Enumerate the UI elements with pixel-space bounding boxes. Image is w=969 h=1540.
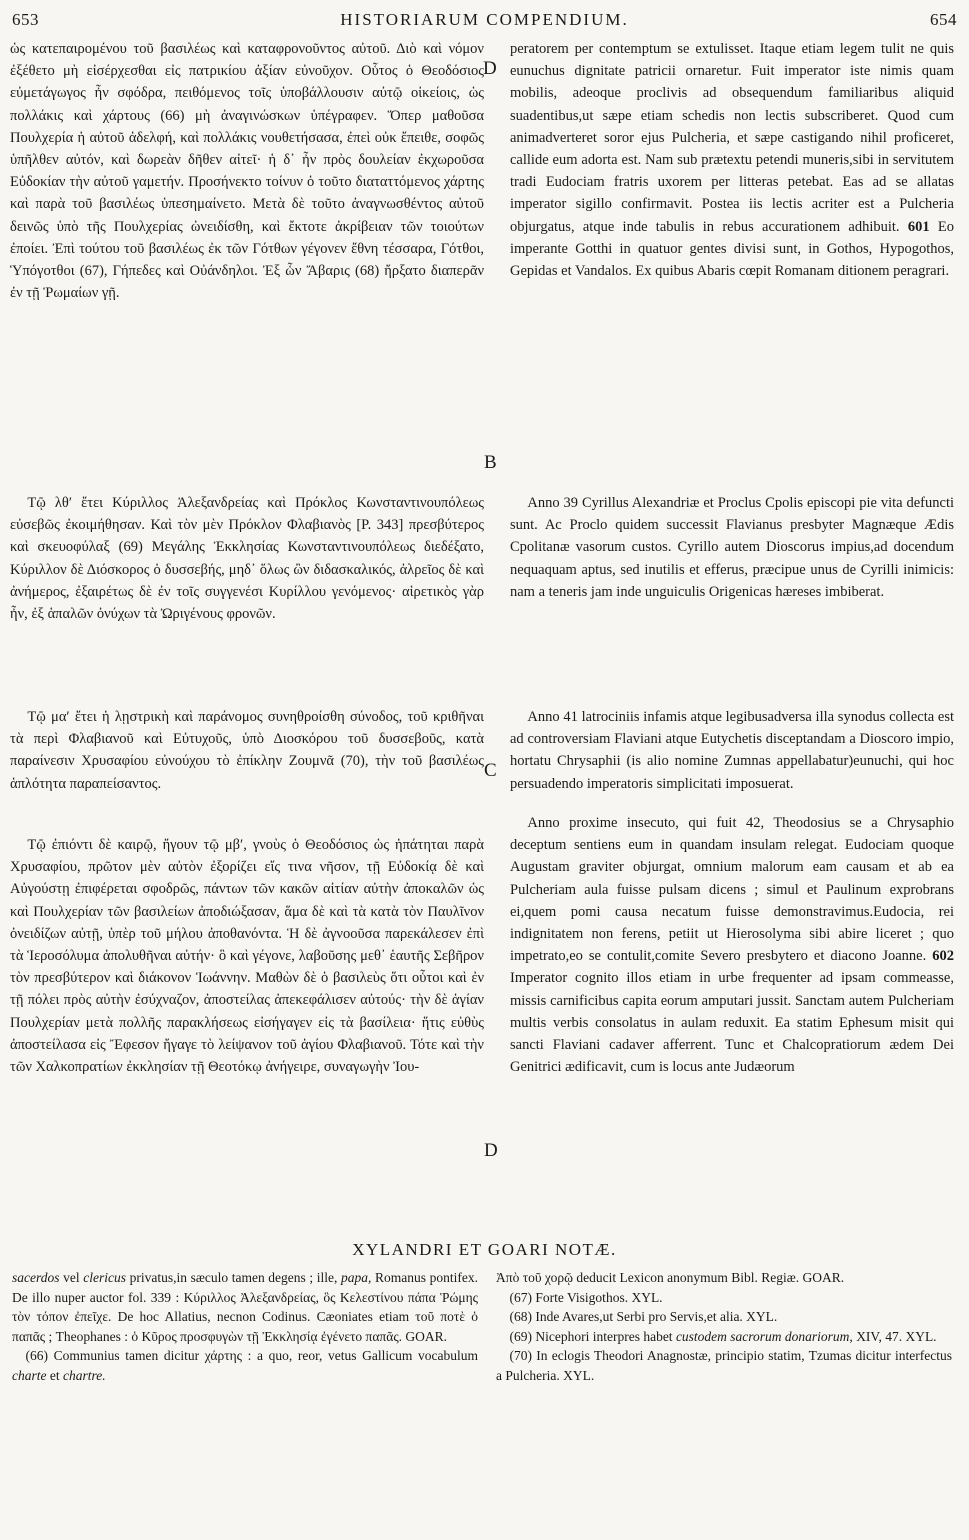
note: (67) Forte Visigothos. XYL. [509, 1289, 663, 1305]
greek-text: Τῷ λθʹ ἔτει Κύριλλος Ἀλεξανδρείας καὶ Πρόκλος Κωνσταντινουπόλεως εὐσεβῶς ἐκοιμήθησαν. Καὶ τὸν μὲν Πρόκλον Φλαβιανὸς [P. 343] πρεσβύτερος καὶ σκευοφύλαξ (69) Μεγάλης Ἐκκλησίας Κωνσταντινουπόλεως διεδέξατο, Κύριλλον δὲ Διόσκορος ὁ δυσσεβής, μηδ᾽ ὅλως ὢν διδασκαλικός, ἀλρεῖος δὲ καὶ ἀνήμερος, ἐξαιρέτως δὲ ἐν τοῖς συγγενέσι Κυρίλλου γενόμενος· αἱρετικὸς γὰρ ἦν, ἐξ ἁπαλῶν ὀνύχων τὰ Ὠριγένους φρονῶν. [10, 495, 484, 623]
margin-marker-d-lower: D [484, 1140, 498, 1161]
notes-right-column [496, 1268, 952, 1385]
column-number: 601 [907, 218, 930, 235]
margin-marker-d: D [483, 58, 497, 79]
page-number-left: 653 [12, 10, 39, 29]
greek-text: Τῷ μαʹ ἔτει ἡ λῃστρικὴ καὶ παράνομος συνηθροίσθη σύνοδος, τοῦ κριθῆναι τὰ περὶ Φλαβιανοῦ καὶ Εὐτυχοῦς, ὑπὸ Διοσκόρου τοῦ δυσσεβοῦς, κατὰ παραίνεσιν Χρυσαφίου εὐνούχου τὸ ἐπίκλην Ζουμνᾶ (70), τὴν τοῦ βασιλέως ἁπλότητα παραπείσαντος. [10, 709, 484, 792]
greek-text: ὡς κατεπαιρομένου τοῦ βασιλέως καὶ καταφρονοῦντος αὐτοῦ. Διὸ καὶ νόμον ἐξέθετο μὴ εἰσέρχεσθαι εἰς πατρικίου ἀξίαν εὐνοῦχον. Οὗτος ὁ Θεοδόσιος εὐμετάγωγος ἦν σφόδρα, πειθόμενος τοῖς ὑποβάλλουσιν αὐτῷ οἰκείοις, ὡς πολλάκις καὶ χάρτους (66) μὴ ἀναγινώσκων ὑπέγραφεν. Ὅπερ μαθοῦσα Πουλχερία ἡ αὐτοῦ ἀδελφή, καὶ πολλάκις νουθετήσασα, ἐπεὶ οὐκ ἔπειθε, σοφῶς ὑπῆλθεν αὐτόν, καὶ δωρεὰν δῆθεν αἰτεῖ· ἡ δ᾽ ἦν πρὸς δουλείαν ἐκχωροῦσα Εὐδοκίαν τὴν αὐτοῦ γαμετήν. Προσήνεκτο τοίνυν ὁ τοῦτο διαταττόμενος χάρτης καὶ παρὰ τοῦ βασιλέως ὑπεσημαίνετο. Μετὰ δὲ τοῦτο ἀναγνωσθέντος αὐτοῦ δεινῶς ὑπὸ τῆς Πουλχερίας ὠνειδίσθη, καὶ ἔκτοτε ἀκρίβειαν τῶν τοιούτων ἐποίει. Ἐπὶ τούτου τοῦ βασιλέως ἐκ τῶν Γότθων γέγονεν ἔθνη τέσσαρα, Γότθοι, Ὑπόγοτθοι (67), Γήπεδες καὶ Οὐάνδηλοι. Ἐξ ὧν Ἄβαρις (68) ἤρξατο διαπερᾶν ἐν τῇ Ῥωμαίων γῇ. [10, 41, 484, 302]
page-header [8, 10, 961, 32]
latin-paragraph [510, 706, 954, 795]
latin-text: Anno proxime insecuto, qui fuit 42, Theodosius se a Chrysaphio deceptum sentiens eum in quandam insulam relegat. Eudociam quoque Augustam graviter objurgat, omnium malorum eam causam et ab ea Pulcheriam aula fuisse pulsam dicens ; simul et Paulinum exprobrans ei,quem pomi causa necatum fuisse demonstravimus.Eudocia, rei indignitatem non ferens, petiit ut Hierosolyma sibi abire liceret ; quo impetrato,eo se contulit,comite Severo presbytero et diacono Joanne. 602 Imperator cognito illos etiam in urbe frequenter ad ipsam commeasse, missis carnificibus capita eorum amputari jussit. Sanctam autem Pulcheriam multis verbis consolatus in aulam reduxit. Ea statim Ephesum misit qui sancti Flaviani cadaver afferrent. Tunc et Chalcopratiorum ædem Dei Genitrici ædificavit, cum is locus ante Judæorum [510, 815, 954, 1076]
latin-text: Anno 41 latrociniis infamis atque legibusadversa illa synodus collecta est ad controversiam Flaviani atque Eutychetis disceptandam a Dioscoro impio, hortatu Chrysaphii (is alio nomine Zumnas appellabatur)eunuchi, qui hoc persuadendo imperatoris simplicitati imposuerat. [510, 709, 954, 792]
greek-paragraph [10, 492, 484, 625]
greek-paragraph [10, 706, 484, 795]
margin-marker-b: B [484, 452, 497, 473]
latin-paragraph [510, 812, 954, 1078]
column-number: 602 [932, 948, 954, 965]
greek-paragraph [10, 38, 484, 304]
note: (66) Communius tamen dicitur χάρτης : a quo, reor, vetus Gallicum vocabulum charte et chartre. [12, 1348, 478, 1383]
note: (69) Nicephori interpres habet custodem sacrorum donariorum, XIV, 47. XYL. [509, 1328, 937, 1344]
note: (68) Inde Avares,ut Serbi pro Servis,et alia. XYL. [509, 1309, 778, 1324]
greek-text: Τῷ ἐπιόντι δὲ καιρῷ, ἤγουν τῷ μβʹ, γνοὺς ὁ Θεοδόσιος ὡς ἡπάτηται παρὰ Χρυσαφίου, πρῶτον μὲν αὐτὸν ἐξορίζει εἴς τινα νῆσον, τῇ Εὐδοκίᾳ δὲ καὶ Αὐγούστῃ ἐπιφέρεται σφοδρῶς, πάντων τῶν κακῶν αἰτίαν αὐτὴν ἀποκαλῶν ὡς καὶ Πουλχερίαν τῶν βασιλείων ἀποδιώξασαν, ἅμα δὲ καὶ τὰ κατὰ τὸν Παυλῖνον ὀνειδίζων αὐτῇ, ὑπὲρ τοῦ μήλου ἀποθανόντα. Ἡ δὲ ἀγνοοῦσα παρεκάλεσεν ἐπὶ τὰ Ἱεροσόλυμα ἀπολυθῆναι αὐτήν· ὃ καὶ γέγονε, λαβοῦσης μεθ᾽ ἑαυτῆς Σεβῆρον τὸν πρεσβύτερον καὶ διάκονον Ἰωάννην. Μαθὼν δὲ ὁ βασιλεὺς ὅτι οὗτοι καὶ ἐν τῇ πόλει πρὸς αὐτὴν ἐσύχναζον, ἀποστείλας ἀπεκεφάλισεν αὐτούς· τὴν δὲ ἁγίαν Πουλχερίαν μετὰ πολλῆς παρακλήσεως εἰσήγαγεν εἰς τὰ βασίλεια· ἥτις εὐθὺς ἀποστείλασα εἰς Ἔφεσον ἤγαγε τὸ λείψανον τοῦ ἁγίου Φλαβιανοῦ. Τότε καὶ τὴν τῶν Χαλκοπρατίων ἐκκλησίαν τῇ Θεοτόκῳ ἀνήγειρε, συναγωγὴν Ἰου- [10, 837, 484, 1076]
page-number-right: 654 [930, 10, 957, 29]
note: (70) In eclogis Theodori Anagnostæ, principio statim, Tzumas dicitur interfectus a Pulcheria. XYL. [496, 1348, 952, 1383]
greek-paragraph [10, 834, 484, 1078]
running-title: HISTORIARUM COMPENDIUM. [340, 10, 629, 29]
note: Ἀπὸ τοῦ χορῷ deducit Lexicon anonymum Bibl. Regiæ. GOAR. [496, 1270, 845, 1285]
latin-paragraph [510, 492, 954, 603]
margin-marker-c: C [484, 760, 497, 781]
latin-text: peratorem per contemptum se extulisset. Itaque etiam legem tulit ne quis eunuchus dignitate patricii ornaretur. Fuit imperator iste nimis quam mobilis, adeoque proclivis ad obsequendum familiaribus aliquid suadentibus,ut sæpe etiam schedis non lectis subscriberet. Quod cum animadverteret soror ejus Pulcheria, et sæpe castigando nihil proficeret, callide eum adorta est. Nam sub prætextu petendi muneris,sibi in servitutem tradi Eudociam fratris uxorem per litteras petebat. Eas ad se allatas imperator sigillo confirmavit. Postea iis lectis acriter est a Pulcheria objurgatus, atque inde tabulis in rebus accurationem adhibuit. 601 Eo imperante Gotthi in quatuor gentes divisi sunt, in Gothos, Hypogothos, Gepidas et Vandalos. Ex quibus Abaris cœpit Romanam ditionem peragrari. [510, 41, 954, 280]
notes-left-column [12, 1268, 478, 1385]
note: sacerdos vel clericus privatus,in sæculo tamen degens ; ille, papa, Romanus pontifex. De illo nuper auctor fol. 339 : Κύριλλος Ἀλεξανδρείας, ὃς Κελεστίνου πάπα Ῥώμης τὸν τόπον ἐπεῖχε. De hoc Allatius, necnon Codinus. Cæoniates etiam τοῦ ποτὲ ὁ παπᾶς ; Theophanes : ὁ Κῦρος προσφυγὼν τῇ Ἐκκλησίᾳ ἐγένετο παπᾶς. GOAR. [12, 1270, 478, 1344]
notes-heading: XYLANDRI ET GOARI NOTÆ. [352, 1240, 617, 1259]
latin-text: Anno 39 Cyrillus Alexandriæ et Proclus Cpolis episcopi pie vita defuncti sunt. Ac Proclo quidem successit Flavianus presbyter Magnæque Ædis Cpolitanæ vasorum custos. Cyrillo autem Dioscorus impius,ad docendum nequaquam aptus, sed inutilis et efferus, præcipue unus de Cyrilli inimicis: nam a teneris jam inde unguiculis Origenicas hæreses imbiberat. [510, 495, 954, 600]
latin-paragraph [510, 38, 954, 282]
